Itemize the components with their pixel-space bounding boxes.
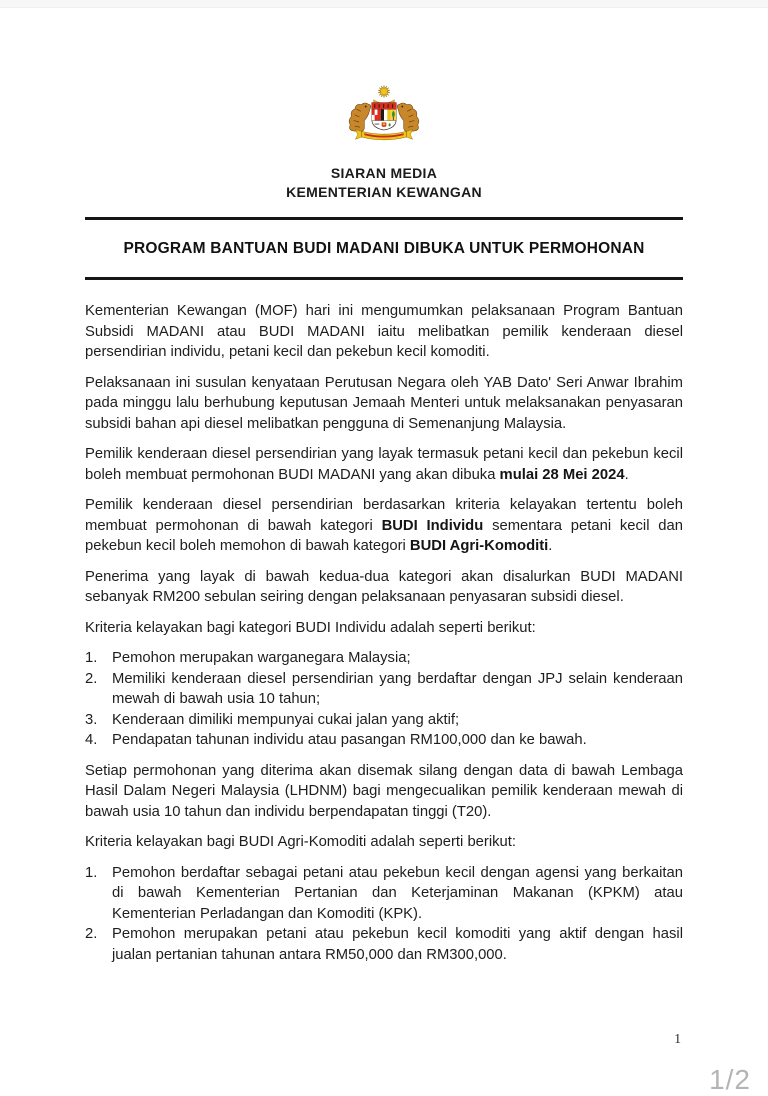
list-item-text: Pendapatan tahunan individu atau pasangan RM100,000 dan ke bawah.: [112, 732, 587, 748]
paragraph: Setiap permohonan yang diterima akan disemak silang dengan data di bawah Lembaga Hasil Dalam Negeri Malaysia (LHDNM) bagi mengecualikan pemilik kenderaan mewah di bawah usia 10 tahun dan individu berpendapatan tinggi (T20).: [85, 762, 683, 820]
list-item-number: 2.: [85, 926, 98, 942]
jata-negara-icon: [337, 84, 431, 159]
header-line-siaran-media: SIARAN MEDIA: [330, 165, 438, 181]
viewer-top-edge: [0, 0, 768, 8]
tiger-right-icon: [397, 103, 419, 132]
paragraph: Kriteria kelayakan bagi kategori BUDI Individu adalah seperti berikut:: [85, 619, 536, 636]
paragraph: Kriteria kelayakan bagi BUDI Agri-Komoditi adalah seperti berikut:: [85, 834, 516, 850]
list-item: [85, 730, 683, 751]
paragraph: Pemilik kenderaan diesel persendirian yang layak termasuk petani kecil dan pekebun kecil boleh membuat permohonan BUDI MADANI yang akan dibuka mulai 28 Mei 2024.: [85, 446, 683, 483]
page-indicator-overlay: 1/2: [709, 1064, 751, 1095]
list-item-number: 3.: [85, 711, 98, 728]
document-body: [85, 301, 683, 965]
header-line-kementerian-kewangan: KEMENTERIAN KEWANGAN: [286, 184, 482, 200]
list-item-number: 1.: [85, 864, 98, 881]
page-number: 1: [674, 1031, 681, 1046]
list-item-text: Pemohon berdaftar sebagai petani atau pekebun kecil dengan agensi yang berkaitan di bawah Kementerian Pertanian dan Keterjaminan Makanan (KPKM) atau Kementerian Perladangan dan Komoditi (KPK).: [112, 864, 683, 922]
divider-bottom: [85, 277, 683, 280]
paragraph: Kementerian Kewangan (MOF) hari ini mengumumkan pelaksanaan Program Bantuan Subsidi MADANI atau BUDI MADANI iaitu melibatkan pemilik kenderaan diesel persendirian individu, petani kecil dan pekebun kecil komoditi.: [85, 303, 683, 360]
list-item-text: Memiliki kenderaan diesel persendirian yang berdaftar dengan JPJ selain kenderaan mewah di bawah usia 10 tahun;: [112, 670, 683, 707]
list-item: [85, 669, 683, 710]
document-content: [0, 217, 768, 1047]
shield-icon: [372, 103, 396, 130]
document-header: [0, 164, 768, 202]
list-item-number: 4.: [85, 732, 98, 748]
list-item-number: 1.: [85, 650, 98, 666]
list-item-text: Kenderaan dimiliki mempunyai cukai jalan yang aktif;: [112, 711, 460, 728]
list-item-text: Pemohon merupakan warganegara Malaysia;: [112, 650, 411, 666]
coat-of-arms-logo: [337, 84, 431, 159]
list-item: [85, 863, 683, 925]
list-item: [85, 924, 683, 965]
list-item-text: Pemohon merupakan petani atau pekebun kecil komoditi yang aktif dengan hasil jualan pertanian tahunan antara RM50,000 dan RM300,000.: [112, 926, 683, 963]
list-item-number: 2.: [85, 670, 98, 687]
numbered-list: [85, 863, 683, 966]
tiger-left-icon: [349, 103, 371, 132]
paragraph: Pemilik kenderaan diesel persendirian berdasarkan kriteria kelayakan tertentu boleh membuat permohonan di bawah kategori BUDI Individu sementara petani kecil dan pekebun kecil boleh memohon di bawah kategori BUDI Agri-Komoditi.: [85, 497, 683, 554]
list-item: [85, 710, 683, 731]
motto-ribbon-icon: [355, 129, 412, 139]
numbered-list: [85, 648, 683, 751]
paragraph: Pelaksanaan ini susulan kenyataan Perutusan Negara oleh YAB Dato' Seri Anwar Ibrahim pada minggu lalu berhubung keputusan Jemaah Menteri untuk melaksanakan penyasaran subsidi bahan api diesel melibatkan pengguna di Semenanjung Malaysia.: [85, 374, 683, 432]
document-title: PROGRAM BANTUAN BUDI MADANI DIBUKA UNTUK PERMOHONAN: [123, 240, 645, 257]
paragraph: Penerima yang layak di bawah kedua-dua kategori akan disalurkan BUDI MADANI sebanyak RM200 sebulan seiring dengan pelaksanaan penyasaran subsidi diesel.: [85, 568, 683, 605]
list-item: [85, 648, 683, 669]
